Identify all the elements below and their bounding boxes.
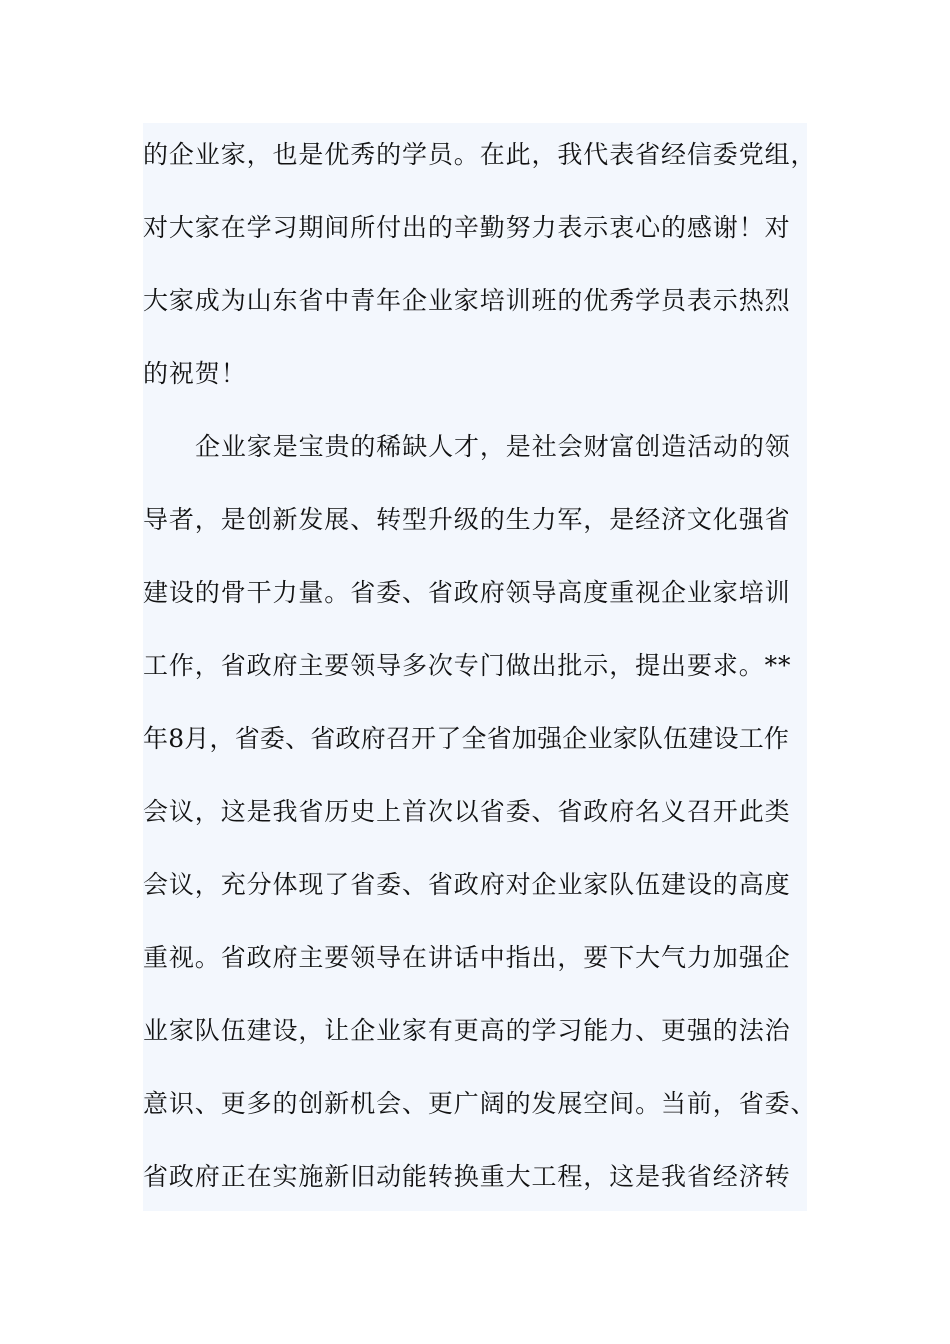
text-line: 对大家在学习期间所付出的辛勤努力表示衷心的感谢！对 [143, 213, 791, 242]
document-text-block [143, 123, 817, 1211]
text-line: 建设的骨干力量。省委、省政府领导高度重视企业家培训 [143, 578, 791, 607]
text-line: 意识、更多的创新机会、更广阔的发展空间。当前，省委、 [143, 1089, 817, 1118]
text-line: 的企业家，也是优秀的学员。在此，我代表省经信委党组， [143, 140, 817, 169]
text-line: 重视。省政府主要领导在讲话中指出，要下大气力加强企 [143, 943, 791, 972]
text-line: 会议，充分体现了省委、省政府对企业家队伍建设的高度 [143, 870, 791, 899]
paragraph-start-line: 企业家是宝贵的稀缺人才，是社会财富创造活动的领 [195, 432, 791, 461]
text-line: 省政府正在实施新旧动能转换重大工程，这是我省经济转 [143, 1162, 791, 1191]
text-line: 年8月，省委、省政府召开了全省加强企业家队伍建设工作 [143, 724, 790, 753]
text-line: 工作，省政府主要领导多次专门做出批示，提出要求。** [143, 651, 792, 680]
text-line: 大家成为山东省中青年企业家培训班的优秀学员表示热烈 [143, 286, 791, 315]
text-line: 业家队伍建设，让企业家有更高的学习能力、更强的法治 [143, 1016, 791, 1045]
text-line: 的祝贺！ [143, 359, 247, 388]
text-line: 导者，是创新发展、转型升级的生力军，是经济文化强省 [143, 505, 791, 534]
text-line: 会议，这是我省历史上首次以省委、省政府名义召开此类 [143, 797, 791, 826]
